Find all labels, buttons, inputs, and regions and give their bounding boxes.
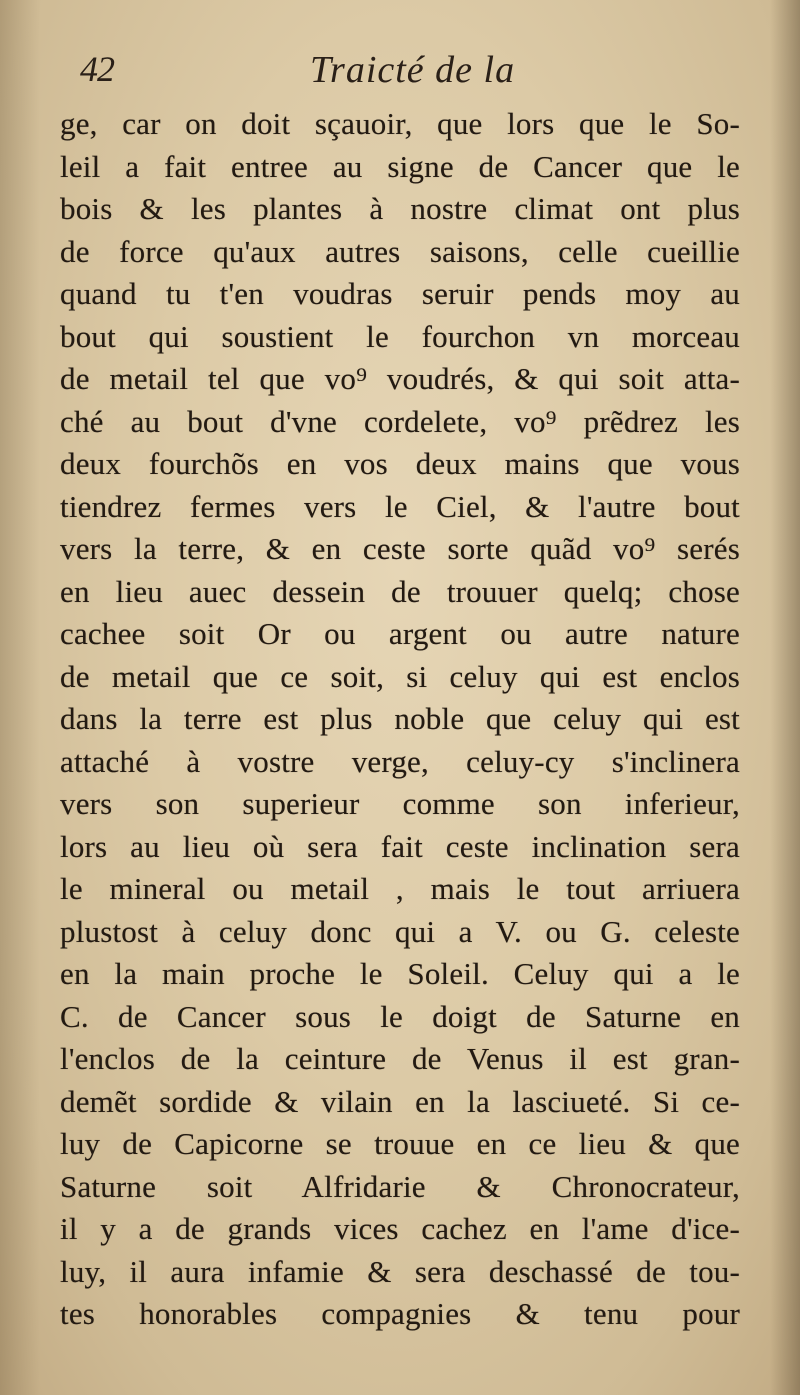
text-line: il y a de grands vices cachez en l'ame d'ice- xyxy=(60,1211,740,1246)
text-line: de metail que ce soit, si celuy qui est enclos xyxy=(60,658,740,694)
text-line: l'enclos de la ceinture de Venus il est gran- xyxy=(60,1041,740,1076)
text-line: leil a fait entree au signe de Cancer que le xyxy=(60,148,740,184)
text-line: dans la terre est plus noble que celuy qui est xyxy=(60,701,740,736)
text-line: vers la terre, & en ceste sorte quãd vo⁹ serés xyxy=(60,531,740,566)
text-line: lors au lieu où sera fait ceste inclination sera xyxy=(60,828,740,864)
text-line: de force qu'aux autres saisons, celle cueillie xyxy=(60,233,740,269)
text-line: demẽt sordide & vilain en la lasciueté. Si ce- xyxy=(60,1083,740,1119)
running-head: Traicté de la xyxy=(310,49,516,91)
text-line: bois & les plantes à nostre climat ont plus xyxy=(60,191,740,226)
text-line: luy, il aura infamie & sera deschassé de tou- xyxy=(60,1253,740,1289)
text-line: en la main proche le Soleil. Celuy qui a le xyxy=(60,956,740,991)
text-line: ché au bout d'vne cordelete, vo⁹ prẽdrez les xyxy=(60,403,740,439)
text-line: luy de Capicorne se trouue en ce lieu & que xyxy=(60,1126,740,1161)
text-line: bout qui soustient le fourchon vn morceau xyxy=(60,318,740,354)
page-header xyxy=(80,48,740,98)
text-line: le mineral ou metail , mais le tout arriuera xyxy=(60,871,740,906)
text-line: tes honorables compagnies & tenu pour xyxy=(60,1296,740,1331)
text-line: C. de Cancer sous le doigt de Saturne en xyxy=(60,998,740,1034)
text-line: attaché à vostre verge, celuy-cy s'inclinera xyxy=(60,743,740,779)
text-line: tiendrez fermes vers le Ciel, & l'autre bout xyxy=(60,488,740,524)
text-line: plustost à celuy donc qui a V. ou G. celeste xyxy=(60,913,740,949)
text-line: vers son superieur comme son inferieur, xyxy=(60,786,740,821)
text-line: de metail tel que vo⁹ voudrés, & qui soit atta- xyxy=(60,361,740,396)
text-line: quand tu t'en voudras seruir pends moy au xyxy=(60,276,740,311)
text-line: cachee soit Or ou argent ou autre nature xyxy=(60,616,740,651)
text-line: deux fourchõs en vos deux mains que vous xyxy=(60,446,740,481)
body-text xyxy=(60,103,740,1336)
page-number: 42 xyxy=(80,49,114,89)
text-line: Saturne soit Alfridarie & Chronocrateur, xyxy=(60,1168,740,1204)
text-line: ge, car on doit sçauoir, que lors que le So- xyxy=(60,106,740,141)
text-line: en lieu auec dessein de trouuer quelq; chose xyxy=(60,573,740,609)
